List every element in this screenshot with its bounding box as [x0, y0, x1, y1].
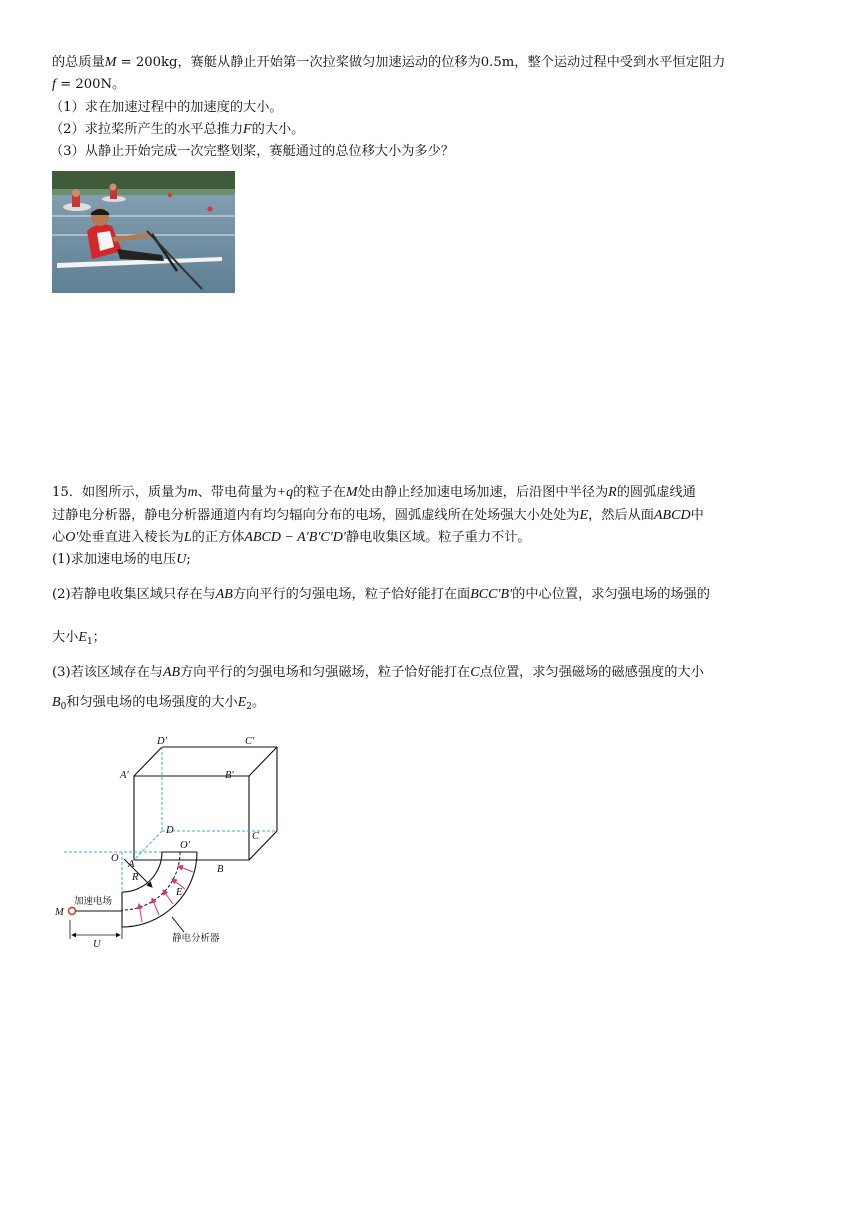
q15-part-2: (2)若静电收集区域只存在与AB方向平行的匀强电场，粒子恰好能打在面BCC′B′的中心位置，求匀强电场的场强的 — [52, 587, 710, 602]
label-accelerating-field: 加速电场 — [74, 896, 113, 907]
analyzer-pointer — [172, 917, 184, 932]
q14-sub-1: （1）求在加速过程中的加速度的大小。 — [50, 100, 283, 115]
q15-line-3: 心O′处垂直进入棱长为L的正方体ABCD − A′B′C′D′静电收集区域。粒子重力不计。 — [52, 530, 531, 545]
q15-part-3-cont: $B_0$和匀强电场的电场强度的大小$E_2$。 — [52, 695, 266, 712]
label-E: E — [176, 887, 183, 898]
q14-line-2: f = 200N。 — [52, 77, 126, 92]
label-A-prime: A′ — [120, 770, 129, 781]
label-C-prime: C′ — [245, 736, 255, 747]
label-B-prime: B′ — [225, 770, 234, 781]
q15-part-3: (3)若该区域存在与AB方向平行的匀强电场和匀强磁场，粒子恰好能打在C点位置，求匀强磁场的磁感强度的大小 — [52, 665, 704, 680]
q14-sub-3: （3）从静止开始完成一次完整划桨，赛艇通过的总位移大小为多少？ — [50, 144, 455, 159]
particle-M — [69, 908, 76, 915]
label-O: O — [111, 853, 119, 864]
label-O-prime: O′ — [180, 840, 190, 851]
q15-line-1: 15．如图所示，质量为m、带电荷量为+q的粒子在M处由静止经加速电场加速，后沿图中半径为R的圆弧虚线通 — [52, 485, 696, 500]
label-R: R — [132, 872, 139, 883]
q15-part-1: (1)求加速电场的电压U; — [52, 552, 191, 567]
label-analyzer: 静电分析器 — [172, 933, 220, 944]
label-M: M — [55, 907, 64, 918]
rowing-photo — [52, 171, 235, 293]
label-U: U — [93, 939, 101, 950]
label-A: A — [128, 859, 135, 870]
label-C: C — [252, 831, 260, 842]
cube — [134, 747, 277, 860]
cube-analyzer-diagram — [52, 732, 282, 950]
label-B: B — [217, 864, 224, 875]
q15-part-2-cont: 大小$E_1$； — [52, 630, 106, 647]
q14-sub-2: （2）求拉桨所产生的水平总推力F的大小。 — [50, 122, 305, 137]
label-D: D — [166, 825, 174, 836]
q14-line-1: 的总质量M = 200kg，赛艇从静止开始第一次拉桨做匀加速运动的位移为0.5m，整个运动过程中受到水平恒定阻力 — [52, 55, 726, 70]
q15-line-2: 过静电分析器，静电分析器通道内有均匀辐向分布的电场，圆弧虚线所在处场强大小处处为E，然后从面ABCD中 — [52, 508, 704, 523]
label-D-prime: D′ — [157, 736, 167, 747]
